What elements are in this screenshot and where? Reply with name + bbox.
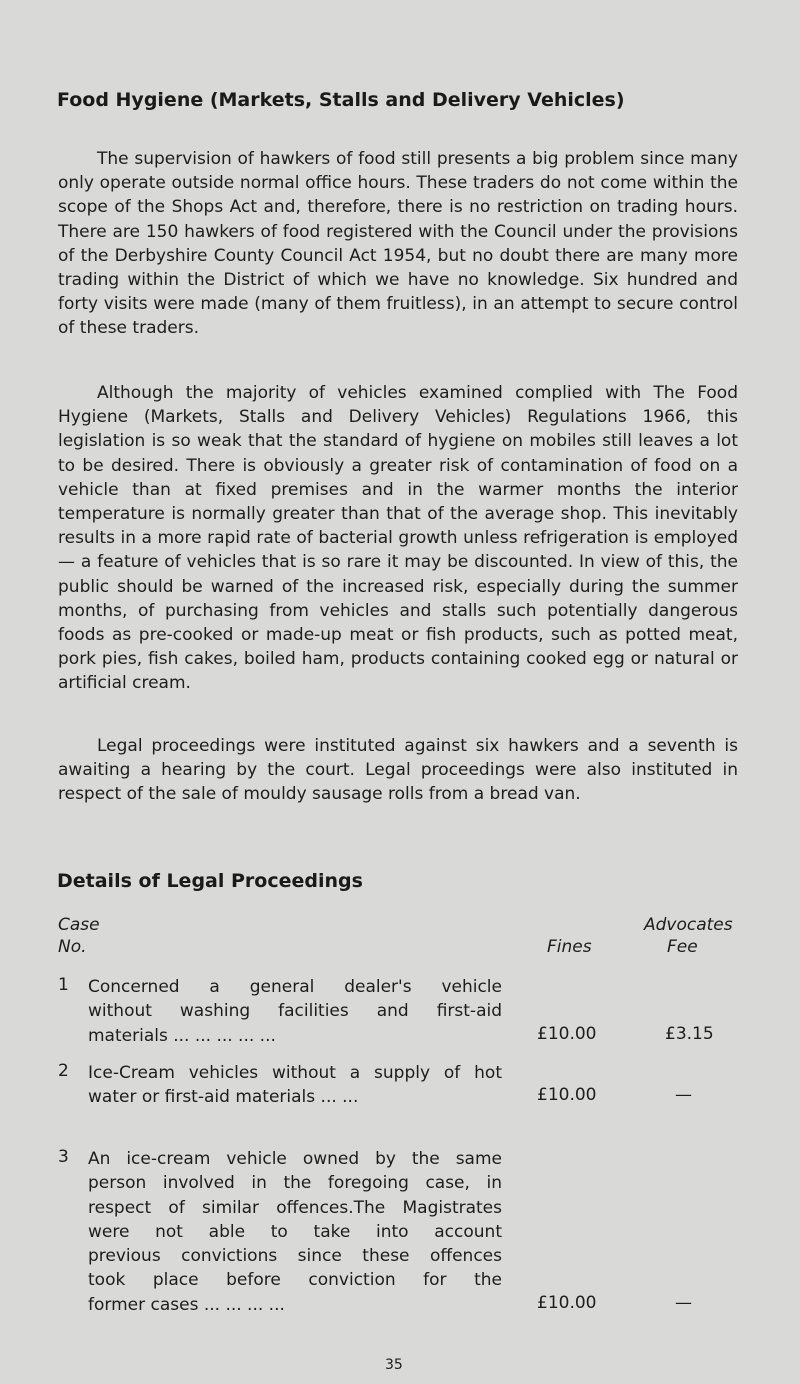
case-description — [88, 1147, 502, 1317]
paragraph-vehicles: Although the majority of vehicles examined complied with The Food Hygiene (Markets, Stalls and Delivery Vehicles) Regulations 1966, this legislation is so weak that the standard of hygiene on mobiles still leaves a lot to be desired. There is obviously a greater risk of contamination of food on a vehicle than at fixed premises and in the warmer months the interior temperature is normally greater than that of the average shop. This inevitably results in a more rapid rate of bacterial growth unless refrigeration is employed — a feature of vehicles that is so rare it may be discounted. In view of this, the public should be warned of the increased risk, especially during the summer months, of purchasing from vehicles and stalls such potentially dangerous foods as pre-cooked or made-up meat or fish products, such as potted meat, pork pies, fish cakes, boiled ham, products containing cooked egg or natural or artificial cream. — [58, 383, 738, 694]
header-case: Case — [58, 915, 100, 935]
case-line: without washing facilities and first-aid — [88, 1001, 502, 1022]
case-line: Concerned a general dealer's vehicle — [88, 977, 502, 997]
case-line: person involved in the foregoing case, in — [88, 1173, 502, 1194]
case-line: An ice-cream vehicle owned by the same — [88, 1149, 502, 1169]
header-advocates: Advocates — [644, 915, 733, 935]
case-line: took place before conviction for the — [88, 1270, 502, 1291]
case-line: were not able to take into account — [88, 1221, 502, 1242]
header-no: No. — [58, 937, 87, 957]
paragraph-legal: Legal proceedings were instituted against six hawkers and a seventh is awaiting a hearing by the court. Legal proceedings were also instituted in respect of the sale of mouldy sausage rolls from a bread van. — [58, 736, 738, 805]
case-number: 2 — [58, 1061, 69, 1081]
case-line-last: materials ... ... ... ... ... — [88, 1025, 276, 1046]
case-fee: — — [675, 1293, 692, 1313]
case-line: Ice-Cream vehicles without a supply of hot — [88, 1063, 502, 1083]
paragraph-hawkers: The supervision of hawkers of food still presents a big problem since many only operate outside normal office hours. These traders do not come within the scope of the Shops Act and, therefore, there is no restriction on trading hours. There are 150 hawkers of food registered with the Council under the provisions of the Derbyshire County Council Act 1954, but no doubt there are many more trading within the District of which we have no knowledge. Six hundred and forty visits were made (many of them fruitless), in an attempt to secure control of these traders. — [58, 149, 738, 339]
case-fine: £10.00 — [537, 1293, 597, 1313]
page-number: 35 — [385, 1357, 403, 1373]
case-line-last: water or first-aid materials ... ... — [88, 1087, 359, 1108]
section-title: Food Hygiene (Markets, Stalls and Delivery Vehicles) — [57, 89, 625, 111]
case-line-last: former cases ... ... ... ... — [88, 1294, 285, 1315]
case-description — [88, 1061, 502, 1110]
case-description — [88, 975, 502, 1048]
case-fee: £3.15 — [665, 1024, 714, 1044]
case-fee: — — [675, 1085, 692, 1105]
case-line: respect of similar offences.The Magistrates — [88, 1197, 502, 1218]
header-fee: Fee — [667, 937, 698, 957]
case-fine: £10.00 — [537, 1085, 597, 1105]
case-line: previous convictions since these offences — [88, 1246, 502, 1267]
case-fine: £10.00 — [537, 1024, 597, 1044]
case-number: 1 — [58, 975, 69, 995]
details-heading: Details of Legal Proceedings — [57, 870, 363, 892]
case-number: 3 — [58, 1147, 69, 1167]
header-fines: Fines — [547, 937, 592, 957]
